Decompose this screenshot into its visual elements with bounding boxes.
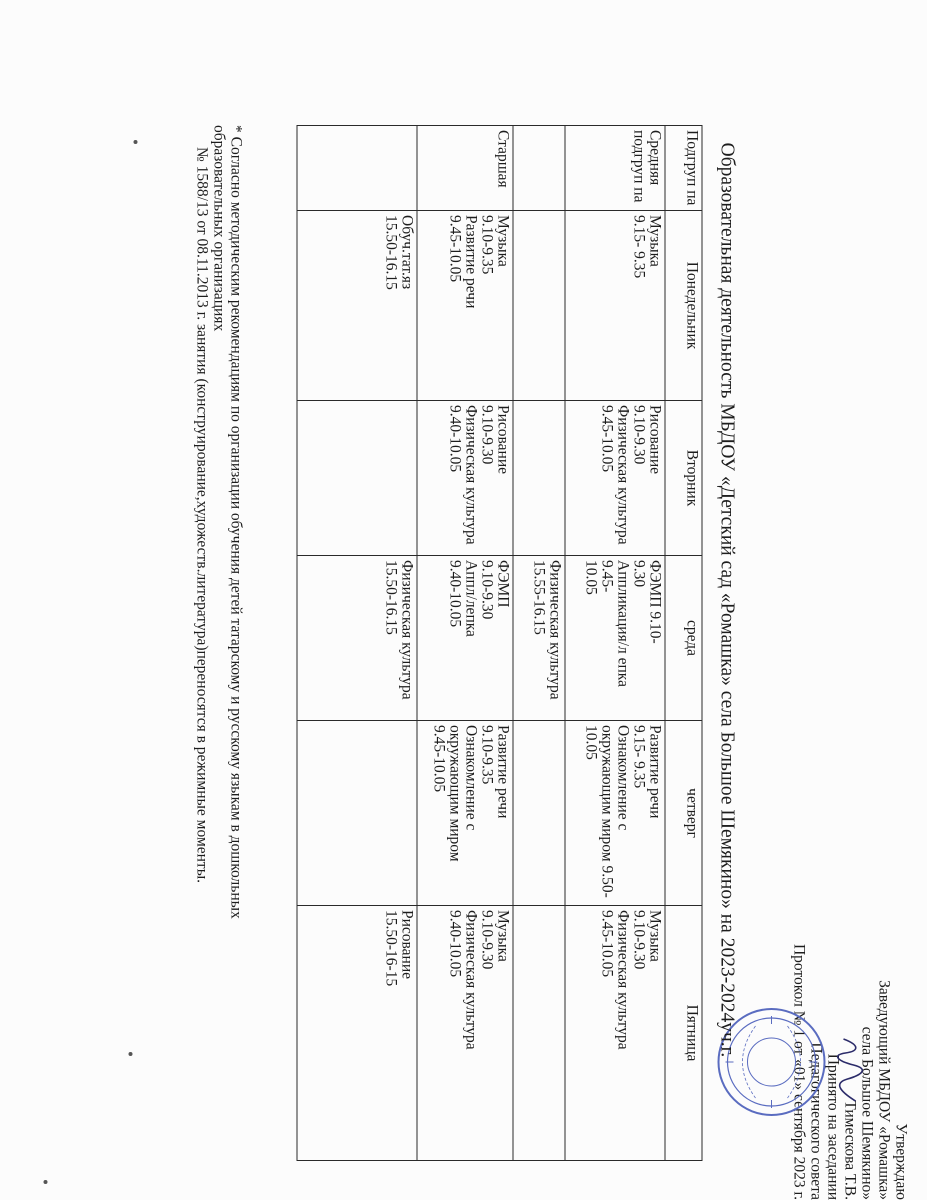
header-cell: Вторник	[665, 401, 702, 556]
table-cell	[513, 211, 565, 401]
table-cell: Рисование 9.10-9.30 Физическая культура 9.40-10.05	[417, 401, 513, 556]
footnote-line: № 1588/13 от 08.11.2013 г. занятия (конструирование,художеств.литература)переносятся в режимные моменты.	[193, 147, 210, 883]
table-cell	[513, 721, 565, 906]
table-cell: Физическая культура 15.50-16.15	[297, 556, 417, 721]
table-cell: Музыка 9.10-9.35 Развитие речи 9.45-10.05	[417, 211, 513, 401]
approval-line: Принято на заседании	[824, 1053, 841, 1200]
table-row	[417, 126, 513, 1161]
table-cell	[297, 401, 417, 556]
scan-speck	[43, 1180, 47, 1184]
table-cell: Физическая культура 15.55-16.15	[513, 556, 565, 721]
table-cell: Развитие речи 9.15- 9.35 Ознакомление с окружающим миром 9.50- 10.05	[565, 721, 665, 906]
table-row	[565, 126, 665, 1161]
signature-icon	[835, 1035, 865, 1105]
header-cell: Понедельник	[665, 211, 702, 401]
table-row	[297, 126, 417, 1161]
table-cell: ФЭМП 9.10- 9.30 Аппликация/л епка 9.45- 10.05	[565, 556, 665, 721]
approval-line: Протокол № 1 от «01» сентября 2023 г.	[790, 943, 807, 1200]
approval-line: Заведующий МБДОУ «Ромашка»	[875, 980, 892, 1200]
approval-line: Утверждаю	[892, 1123, 909, 1200]
table-cell: Обуч.тат.яз 15.50-16.15	[297, 211, 417, 401]
table-cell	[513, 906, 565, 1161]
group-cell	[297, 126, 417, 211]
header-cell: среда	[665, 556, 702, 721]
approval-line: села Большое Шемякино»	[858, 1026, 875, 1200]
group-cell: Старшая	[417, 126, 513, 211]
approval-line: Педагогического совета	[807, 1042, 824, 1200]
header-cell: Подгруп па	[665, 126, 702, 211]
scan-speck	[133, 140, 137, 144]
table-cell	[513, 401, 565, 556]
table-cell: ФЭМП 9.10-9.30 Аппл/лепка 9.40-10.05	[417, 556, 513, 721]
scan-speck	[128, 1052, 132, 1056]
table-row	[513, 126, 565, 1161]
table-cell: Рисование 9.10-9.30 Физическая культура 9.45-10.05	[565, 401, 665, 556]
table-cell: Рисование 15.50-16-15	[297, 906, 417, 1161]
footnote-line: образовательных организациях	[210, 125, 227, 332]
table-cell: Музыка 9.15- 9.35	[565, 211, 665, 401]
header-cell: Пятница	[665, 906, 702, 1161]
header-row	[665, 126, 702, 1161]
footnote-line: * Согласно методическим рекомендациям по организации обучения детей татарскому и русскому языкам в дошкольных	[227, 125, 244, 919]
group-cell: Средняя подгруп па	[565, 126, 665, 211]
group-cell	[513, 126, 565, 211]
table-cell	[297, 721, 417, 906]
footnote	[193, 125, 244, 1185]
table-cell: Развитие речи 9.10-9.35 Ознакомление с окружающим миром 9.45-10.05	[417, 721, 513, 906]
table-cell: Музыка 9.10-9.30 Физическая культура 9.45-10.05	[565, 906, 665, 1161]
table-cell: Музыка 9.10-9.30 Физическая культура 9.40-10.05	[417, 906, 513, 1161]
header-cell: четверг	[665, 721, 702, 906]
schedule-table	[296, 125, 702, 1161]
document-title: Образовательная деятельность МБДОУ «Детский сад «Ромашка» села Большое Шемякино» на 2023-2024уч.г.	[716, 142, 737, 1058]
approval-line: Тимескова Т.В.	[841, 1100, 858, 1200]
